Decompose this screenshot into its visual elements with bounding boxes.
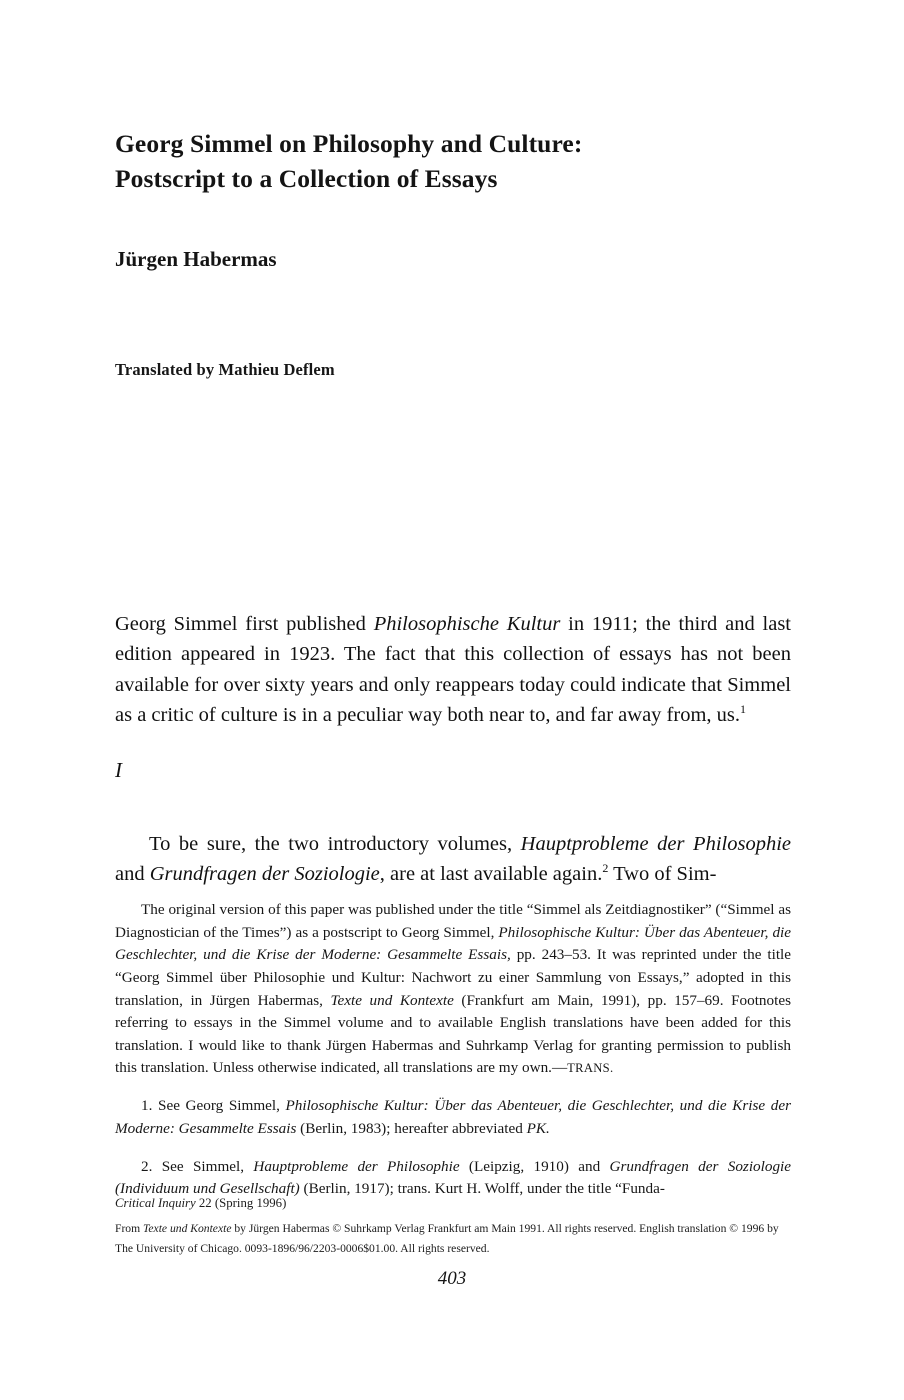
page-number: 403 xyxy=(437,1268,467,1289)
title-line-2: Postscript to a Collection of Essays xyxy=(115,164,498,193)
footnote-section xyxy=(115,884,791,1216)
title-line-1: Georg Simmel on Philosophy and Culture: xyxy=(115,129,583,158)
body-paragraph: To be sure, the two introductory volumes, Hauptprobleme der Philosophie and Grundfragen der Soziologie, are at last available again.$^2$ Two of Sim- xyxy=(115,832,791,886)
footnote-2: 2. See Simmel, Hauptprobleme der Philosophie (Leipzig, 1910) and Grundfragen der Soziologie (Individuum und Gesellschaft) (Berlin, 1917); trans. Kurt H. Wolff, under the title “Funda- xyxy=(115,1157,792,1198)
folio xyxy=(0,1268,904,1290)
page-title xyxy=(115,126,791,196)
copyright-notice: From Texte und Kontexte by Jürgen Habermas © Suhrkamp Verlag Frankfurt am Main 1991. All rights reserved. English translation © 1996 by The University of Chicago. 0093-1896/96/2203-0006$01.00. All rights reserved. xyxy=(115,1222,779,1255)
translator-credit xyxy=(115,358,791,382)
journal-citation: Critical Inquiry 22 (Spring 1996) xyxy=(115,1196,287,1210)
colophon xyxy=(115,1194,791,1259)
footnote-unnumbered: The original version of this paper was published under the title “Simmel als Zeitdiagnostiker” (“Simmel as Diagnostician of the Times”) as a postscript to Georg Simmel, Philosophische Kultur: Über das Abenteuer, die Geschlechter, und die Krise der Moderne: Gesammelte Essais, pp. 243–53. It was reprinted under the title “Georg Simmel über Philosophie und Kultur: Nachwort zu einer Sammlung von Essays,” adopted in this translation, in Jürgen Habermas, Texte und Kontexte (Frankfurt am Main, 1991), pp. 157–69. Footnotes referring to essays in the Simmel volume and to available English translations have been added for this translation. I would like to thank Jürgen Habermas and Suhrkamp Verlag for granting permission to publish this translation. Unless otherwise indicated, all translations are my own.—TRANS. xyxy=(115,901,792,1077)
author-name: Jürgen Habermas xyxy=(115,247,277,271)
section-numeral: I xyxy=(115,758,122,782)
lead-paragraph-container xyxy=(115,588,791,751)
translator-line: Translated by Mathieu Deflem xyxy=(115,360,335,379)
author-byline xyxy=(115,245,791,273)
footnote-1: 1. See Georg Simmel, Philosophische Kultur: Über das Abenteuer, die Geschlechter, und die Krise der Moderne: Gesammelte Essais (Berlin, 1983); hereafter abbreviated PK. xyxy=(115,1097,791,1137)
lead-paragraph: Georg Simmel first published Philosophische Kultur in 1911; the third and last edition appeared in 1923. The fact that this collection of essays has not been available for over sixty years and only reappears today could indicate that Simmel as a critic of culture is in a peculiar way both near to, and far away from, us.$^1$ xyxy=(115,612,791,727)
section-heading xyxy=(115,757,791,783)
